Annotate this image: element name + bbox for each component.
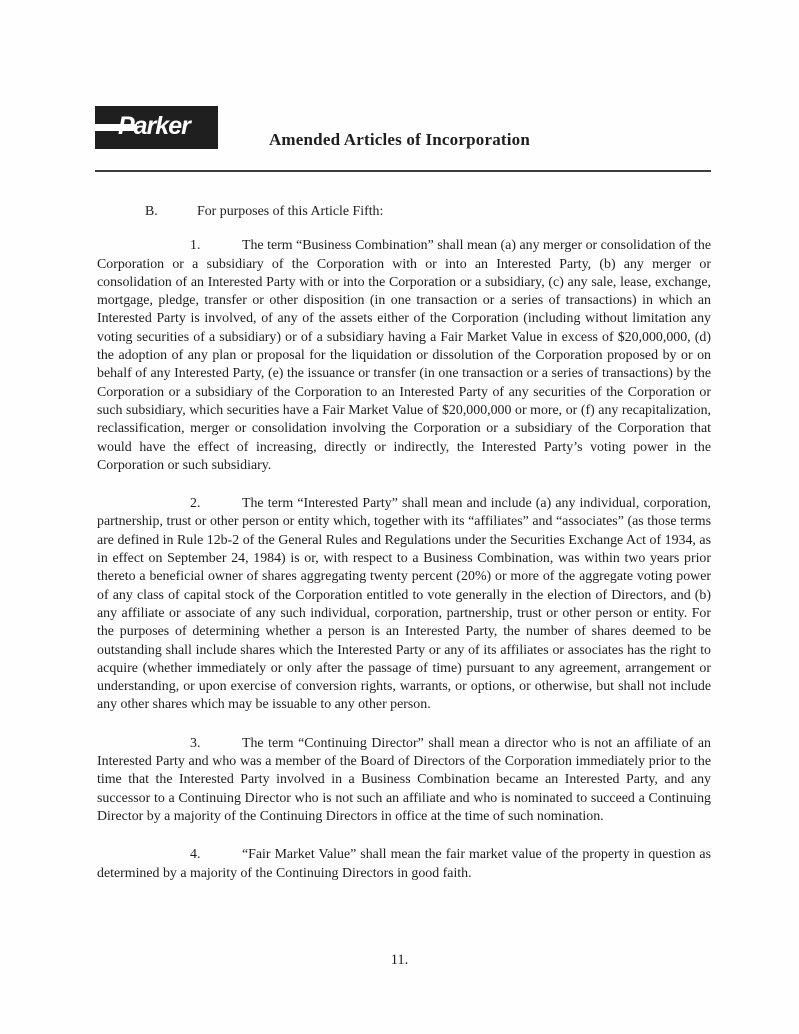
paragraph-3-text: The term “Continuing Director” shall mean a director who is not an affiliate of an Interested Party and who was a member of the Board of Directors of the Corporation immediately prior to the time that the Interested Party involved in a Business Combination became an Interested Party, and any successor to a Continuing Director who is not such an affiliate and who is nominated to succeed a Continuing Director by a majority of the Continuing Directors in office at the time of such nomination. [97,735,711,824]
paragraph-4 [97,846,711,883]
document-body [97,203,711,903]
paragraph-1-number: 1. [190,238,201,254]
paragraph-2-text: The term “Interested Party” shall mean and include (a) any individual, corporation, partnership, trust or other person or entity which, together with its “affiliates” and “associates” (as those terms are defined in Rule 12b-2 of the General Rules and Regulations under the Securities Exchange Act of 1934, as in effect on September 24, 1984) is or, with respect to a Business Combination, was within two years prior thereto a beneficial owner of shares aggregating twenty percent (20%) or more of the aggregate voting power of any class of capital stock of the Corporation entitled to vote generally in the election of Directors, and (b) any affiliate or associate of any such individual, corporation, partnership, trust or other person or entity. For the purposes of determining whether a person is an Interested Party, the number of shares deemed to be outstanding shall include shares which the Interested Party or any of its affiliates or associates has the right to acquire (whether immediately or only after the passage of time) pursuant to any agreement, arrangement or understanding, or upon exercise of conversion rights, warrants, or options, or otherwise, but shall not include any other shares which may be issuable to any other person. [97,496,711,713]
paragraph-1-text: The term “Business Combination” shall mean (a) any merger or consolidation of the Corporation or a subsidiary of the Corporation with or into an Interested Party, (b) any merger or consolidation of an Interested Party with or into the Corporation or a subsidiary, (c) any sale, lease, exchange, mortgage, pledge, transfer or other disposition (in one transaction or a series of transactions) in which an Interested Party is involved, of any of the assets either of the Corporation (including without limitation any voting securities of a subsidiary) or of a subsidiary having a Fair Market Value in excess of $20,000,000, (d) the adoption of any plan or proposal for the liquidation or dissolution of the Corporation proposed by or on behalf of any Interested Party, (e) the issuance or transfer (in one transaction or a series of transactions) by the Corporation or a subsidiary of the Corporation to an Interested Party of any securities of the Corporation or such subsidiary, which securities have a Fair Market Value of $20,000,000 or more, or (f) any recapitalization, reclassification, merger or consolidation involving the Corporation or a subsidiary of the Corporation that would have the effect of increasing, directly or indirectly, the Interested Party’s voting power in the Corporation or such subsidiary. [97,238,711,473]
page-number: 11. [390,952,409,968]
section-text: For purposes of this Article Fifth: [197,204,384,219]
paragraph-3-number: 3. [190,735,201,751]
paragraph-3 [97,735,711,826]
paragraph-2 [97,495,711,715]
section-heading [97,203,711,221]
paragraph-4-number: 4. [190,847,201,863]
parker-logo-text: Parker [118,112,190,140]
document-title: Amended Articles of Incorporation [268,130,531,149]
section-label: B. [145,204,158,219]
paragraph-2-number: 2. [190,496,201,512]
paragraph-4-text: “Fair Market Value” shall mean the fair market value of the property in question as determined by a majority of the Continuing Directors in good faith. [97,847,711,881]
paragraph-1 [97,237,711,475]
header-divider [95,170,711,172]
